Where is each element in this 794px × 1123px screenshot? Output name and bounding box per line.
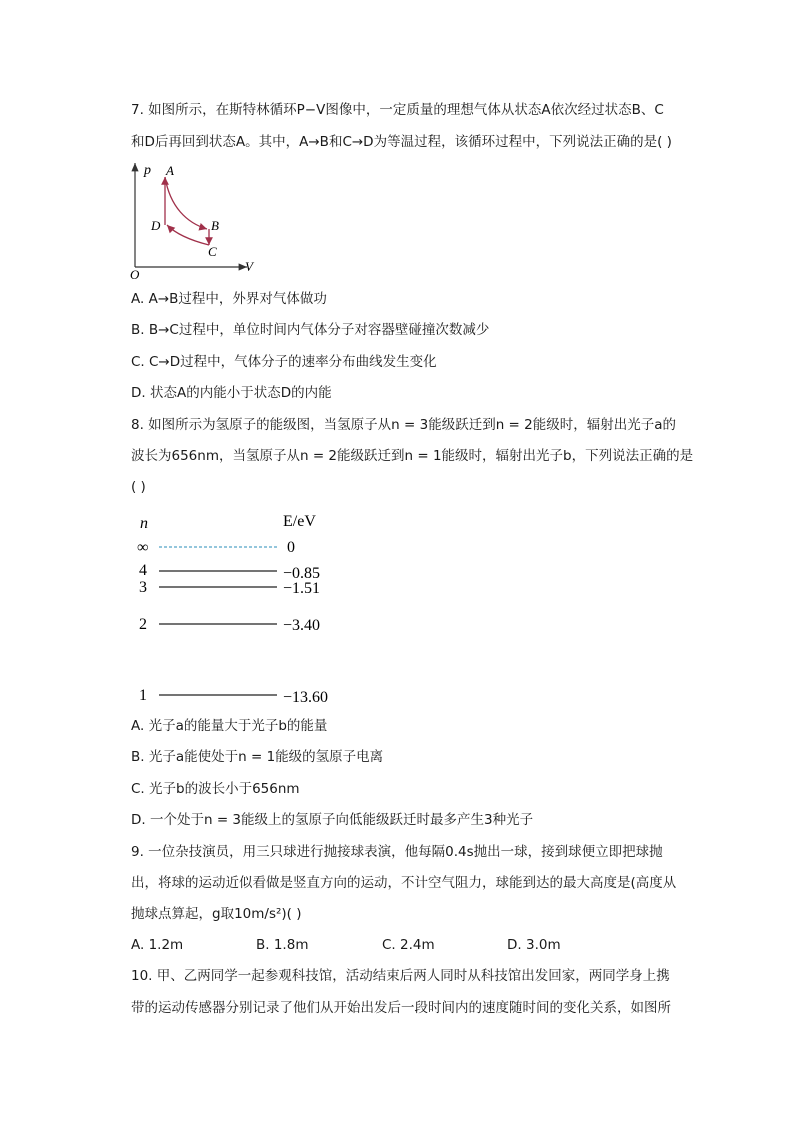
q7-option-d: D. 状态A的内能小于状态D的内能 <box>131 385 332 401</box>
e-axis-label: E/eV <box>283 513 316 530</box>
q9-option-a: A. 1.2m <box>131 937 184 953</box>
q8-option-a: A. 光子a的能量大于光子b的能量 <box>131 718 328 734</box>
curve-ab <box>165 177 207 229</box>
label-d: D <box>151 218 161 233</box>
q7-option-a: A. A→B过程中，外界对气体做功 <box>131 291 327 307</box>
label-v: V <box>245 259 253 274</box>
q7-line-2: 和D后再回到状态A。其中，A→B和C→D为等温过程，该循环过程中，下列说法正确的是( ) <box>131 134 672 150</box>
label-o: O <box>130 267 140 282</box>
level-2-n: 2 <box>139 616 147 633</box>
level-1-n: 1 <box>139 687 147 704</box>
label-b: B <box>211 218 219 233</box>
q9-line-3: 抛球点算起，g取10m/s²)( ) <box>131 906 302 922</box>
q8-line-2: 波长为656nm，当氢原子从n = 2能级跃迁到n = 1能级时，辐射出光子b，下列说法正确的是 <box>131 448 694 464</box>
q9-line-2: 出，将球的运动近似看做是竖直方向的运动，不计空气阻力，球能到达的最大高度是(高度从 <box>131 875 677 891</box>
pv-diagram <box>125 157 265 282</box>
q8-option-c: C. 光子b的波长小于656nm <box>131 781 300 797</box>
q10-line-1: 10. 甲、乙两同学一起参观科技馆，活动结束后两人同时从科技馆出发回家，两同学身上携 <box>131 968 670 984</box>
level-inf-n: ∞ <box>137 539 149 556</box>
q8-option-d: D. 一个处于n = 3能级上的氢原子向低能级跃迁时最多产生3种光子 <box>131 812 534 828</box>
level-3-e: −1.51 <box>283 580 321 597</box>
q8-line-1: 8. 如图所示为氢原子的能级图，当氢原子从n = 3能级跃迁到n = 2能级时，辐射出光子a的 <box>131 417 677 433</box>
q7-option-c: C. C→D过程中，气体分子的速率分布曲线发生变化 <box>131 354 437 370</box>
q7-line-1: 7. 如图所示，在斯特林循环P−V图像中，一定质量的理想气体从状态A依次经过状态B、C <box>131 102 664 118</box>
level-inf-e: 0 <box>287 539 295 556</box>
q8-line-3: ( ) <box>131 479 146 495</box>
q9-option-c: C. 2.4m <box>382 937 435 953</box>
level-1-e: −13.60 <box>283 689 329 706</box>
q9-line-1: 9. 一位杂技演员，用三只球进行抛接球表演，他每隔0.4s抛出一球，接到球便立即把球抛 <box>131 844 663 860</box>
q10-line-2: 带的运动传感器分别记录了他们从开始出发后一段时间内的速度随时间的变化关系，如图所 <box>131 1000 671 1016</box>
q8-option-b: B. 光子a能使处于n = 1能级的氢原子电离 <box>131 749 384 765</box>
q9-option-d: D. 3.0m <box>507 937 561 953</box>
level-4-n: 4 <box>139 562 147 579</box>
label-p: p <box>144 163 151 178</box>
q9-option-b: B. 1.8m <box>256 937 309 953</box>
label-a: A <box>166 163 174 178</box>
level-2-e: −3.40 <box>283 617 321 634</box>
q7-option-b: B. B→C过程中，单位时间内气体分子对容器壁碰撞次数减少 <box>131 322 490 338</box>
energy-level-diagram <box>130 508 350 708</box>
n-axis-label: n <box>140 515 148 532</box>
level-4-e: −0.85 <box>283 565 321 582</box>
label-c: C <box>208 244 217 259</box>
level-3-n: 3 <box>139 579 147 596</box>
